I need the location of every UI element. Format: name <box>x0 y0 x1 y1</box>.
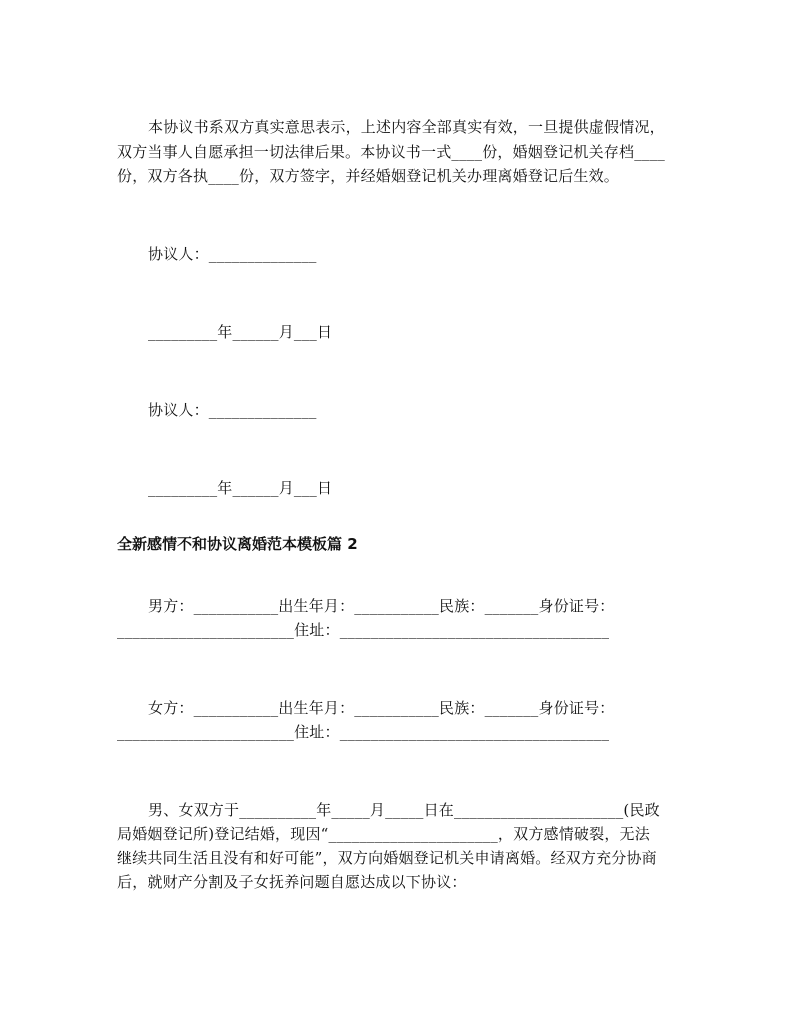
male-info-line: 男方：___________出生年月：___________民族：_______身份证号： <box>148 597 615 615</box>
paragraph-line: 本协议书系双方真实意思表示，上述内容全部真实有效，一旦提供虚假情况， <box>148 118 665 136</box>
paragraph-line: 男、女双方于__________年_____月_____日在______________________(民政 <box>148 801 660 819</box>
paragraph-line: 双方当事人自愿承担一切法律后果。本协议书一式____份，婚姻登记机关存档____ <box>117 143 666 161</box>
signer-line: 协议人：______________ <box>148 401 317 419</box>
signer-line: 协议人：______________ <box>148 245 317 263</box>
paragraph-line: 继续共同生活且没有和好可能”，双方向婚姻登记机关申请离婚。经双方充分协商 <box>117 849 657 867</box>
paragraph-line: 份，双方各执____份，双方签字，并经婚姻登记机关办理离婚登记后生效。 <box>117 167 620 185</box>
section-heading: 全新感情不和协议离婚范本模板篇 2 <box>117 535 358 553</box>
date-line: _________年______月___日 <box>148 323 333 341</box>
paragraph-line: 局婚姻登记所)登记结婚，现因“______________________，双方感情破裂，无法 <box>117 825 650 843</box>
male-address-line: _______________________住址：___________________________________ <box>117 621 610 639</box>
paragraph-line: 后，就财产分割及子女抚养问题自愿达成以下协议： <box>117 873 467 891</box>
date-line: _________年______月___日 <box>148 479 333 497</box>
female-info-line: 女方：___________出生年月：___________民族：_______身份证号： <box>148 699 615 717</box>
female-address-line: _______________________住址：___________________________________ <box>117 723 610 741</box>
